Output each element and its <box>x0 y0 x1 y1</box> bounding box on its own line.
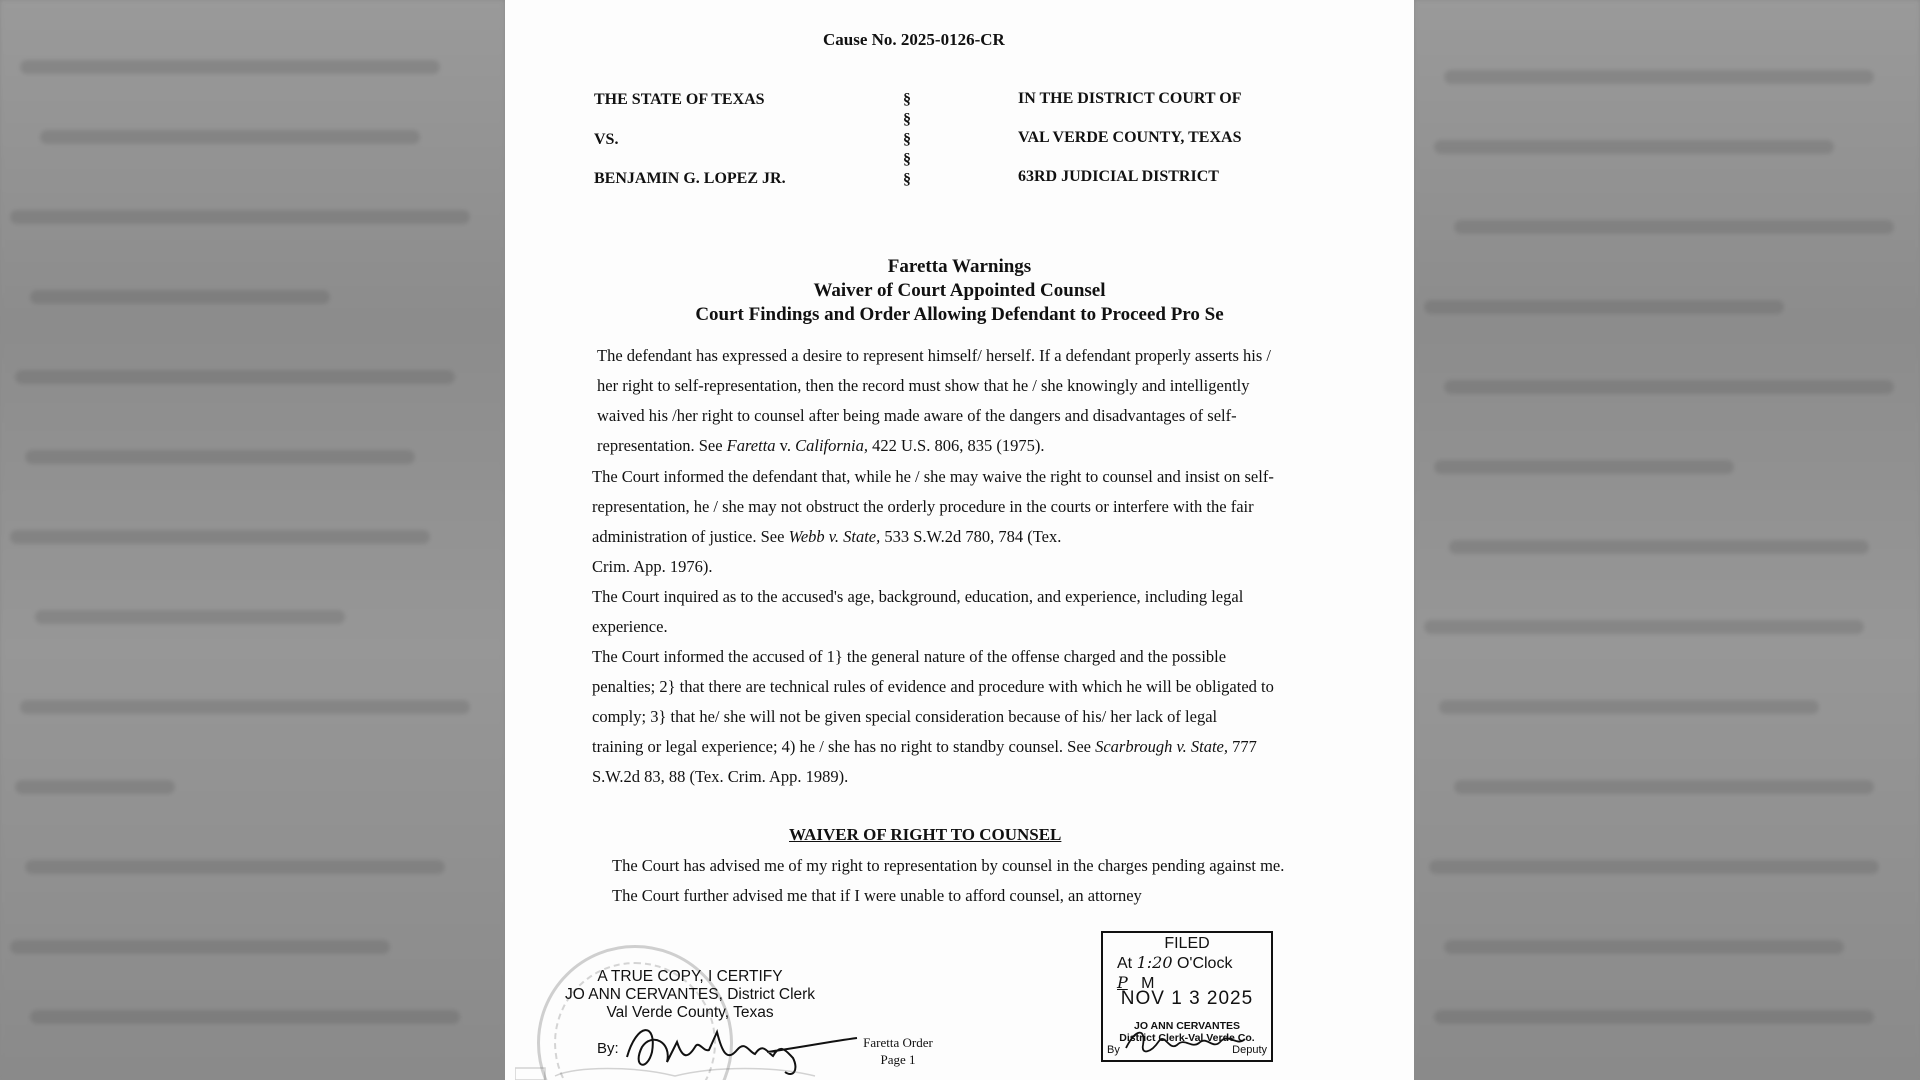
filed-stamp-title: FILED <box>1164 935 1210 952</box>
caption-defendant: BENJAMIN G. LOPEZ JR. <box>594 170 786 187</box>
section-symbols: § § § § § <box>903 91 911 188</box>
filed-stamp-by: By <box>1107 1044 1120 1056</box>
title-findings: Court Findings and Order Allowing Defendant to Proceed Pro Se <box>695 304 1224 325</box>
court-document-page <box>505 0 1414 1080</box>
paragraph-informed-accused: The Court informed the accused of 1} the general nature of the offense charged and the possible penalties; 2} that there are technical rules of evidence and procedure with which he will be obligated to comply; 3} that he/ she will not be given special consideration because of his/ her lack of legal training or legal experience; 4) he / she has no right to standby counsel. See Scarbrough v. State, 777 S.W.2d 83, 88 (Tex. Crim. App. 1989). <box>592 647 1274 786</box>
blurred-background-left <box>0 0 505 1080</box>
document-titles <box>505 255 1414 327</box>
blurred-background-right <box>1414 0 1920 1080</box>
scanner-watermark-icon <box>515 1066 915 1080</box>
certification-by-label: By: <box>597 1040 619 1057</box>
footer-page-number: Page 1 <box>880 1052 916 1067</box>
caption-court: IN THE DISTRICT COURT OF <box>1018 90 1242 107</box>
caption-state: THE STATE OF TEXAS <box>594 91 765 108</box>
caption-district: 63RD JUDICIAL DISTRICT <box>1018 168 1219 185</box>
waiver-text: The Court has advised me of my right to representation by counsel in the charges pending against me. The Court further advised me that if I were unable to afford counsel, an attorney <box>612 856 1285 905</box>
deputy-signature-icon <box>1121 1023 1251 1059</box>
filed-stamp-deputy: Deputy <box>1232 1044 1267 1056</box>
waiver-heading: WAIVER OF RIGHT TO COUNSEL <box>789 825 1062 844</box>
caption-county: VAL VERDE COUNTY, TEXAS <box>1018 129 1242 146</box>
footer-document-name: Faretta Order <box>863 1035 933 1050</box>
paragraph-inquiry: The Court inquired as to the accused's age, background, education, and experience, including legal experience. <box>592 587 1244 636</box>
page-footer <box>823 1034 973 1068</box>
caption-versus: VS. <box>594 131 619 148</box>
true-copy-certification: A TRUE COPY, I CERTIFY JO ANN CERVANTES, District Clerk Val Verde County, Texas <box>565 968 816 1021</box>
filed-stamp <box>1101 931 1273 1062</box>
title-faretta-warnings: Faretta Warnings <box>887 256 1032 277</box>
paragraph-orderly-procedure: The Court informed the defendant that, while he / she may waive the right to counsel and insist on self- representation, he / she may not obstruct the orderly procedure in the courts or interfere with the fair administration of justice. See Webb v. State, 533 S.W.2d 780, 784 (Tex. Crim. App. 1976). <box>592 467 1274 576</box>
filed-stamp-clerk: JO ANN CERVANTES District Clerk-Val Verde Co. <box>1119 1020 1255 1044</box>
cause-number: Cause No. 2025-0126-CR <box>823 30 1005 49</box>
filed-stamp-time: At 1:20 O'Clock P M <box>1117 953 1233 992</box>
paragraph-self-representation: The defendant has expressed a desire to represent himself/ herself. If a defendant properly asserts his / her right to self-representation, then the record must show that he / she knowingly and intelligently waived his /her right to counsel after being made aware of the dangers and disadvantages of self- representation. See Faretta v. California, 422 U.S. 806, 835 (1975). <box>597 346 1271 455</box>
filed-stamp-date: NOV 1 3 2025 <box>1120 988 1254 1009</box>
title-waiver: Waiver of Court Appointed Counsel <box>813 280 1106 301</box>
